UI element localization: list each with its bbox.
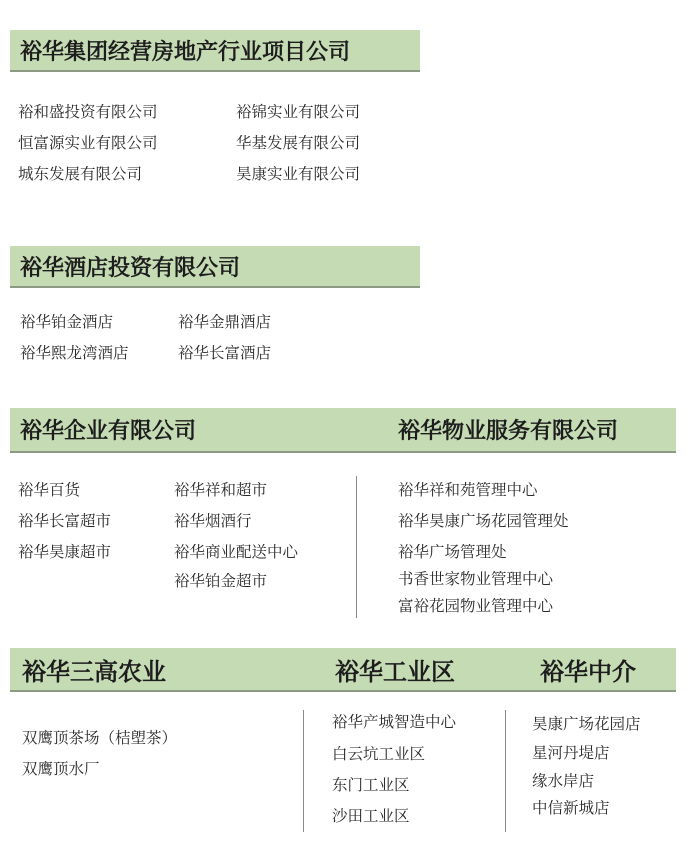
list-item: 城东发展有限公司 [18,165,143,183]
list-item: 裕华铂金超市 [174,572,268,590]
column-divider [303,710,304,832]
list-item: 双鹰顶茶场（桔塱茶） [22,729,178,747]
list-item: 昊康广场花园店 [532,715,641,733]
list-item: 昊康实业有限公司 [236,165,361,183]
column-divider [505,710,506,832]
section4-title-mid: 裕华工业区 [335,656,455,686]
list-item: 裕华长富酒店 [178,344,272,362]
list-item: 裕华烟酒行 [174,512,252,530]
list-item: 书香世家物业管理中心 [398,570,554,588]
section4-title-left: 裕华三高农业 [22,656,166,686]
list-item: 裕华昊康超市 [18,543,112,561]
list-item: 东门工业区 [332,776,410,794]
list-item: 白云坑工业区 [332,745,426,763]
list-item: 裕华广场管理处 [398,543,507,561]
section2-header [10,246,420,288]
list-item: 裕华金鼎酒店 [178,313,272,331]
section4-title-right: 裕华中介 [540,656,636,686]
list-item: 裕华长富超市 [18,512,112,530]
list-item: 星河丹堤店 [532,744,610,762]
column-divider [356,476,357,618]
list-item: 缘水岸店 [532,772,595,790]
list-item: 富裕花园物业管理中心 [398,597,554,615]
section1-header [10,30,420,72]
list-item: 裕华铂金酒店 [20,313,114,331]
list-item: 裕锦实业有限公司 [236,103,361,121]
list-item: 华基发展有限公司 [236,134,361,152]
list-item: 裕华祥和苑管理中心 [398,481,538,499]
list-item: 裕华昊康广场花园管理处 [398,512,569,530]
list-item: 裕华产城智造中心 [332,713,457,731]
list-item: 双鹰顶水厂 [22,760,100,778]
list-item: 裕和盛投资有限公司 [18,103,158,121]
section1-title: 裕华集团经营房地产行业项目公司 [20,38,351,65]
section3-title-left: 裕华企业有限公司 [20,418,197,444]
list-item: 裕华熙龙湾酒店 [20,344,129,362]
section3-header [10,408,676,453]
list-item: 恒富源实业有限公司 [18,134,158,152]
section4-header [10,648,676,692]
list-item: 裕华祥和超市 [174,481,268,499]
list-item: 裕华百货 [18,481,81,499]
list-item: 中信新城店 [532,799,610,817]
section3-title-right: 裕华物业服务有限公司 [398,418,619,444]
list-item: 沙田工业区 [332,807,410,825]
section2-title: 裕华酒店投资有限公司 [20,254,241,281]
list-item: 裕华商业配送中心 [174,543,299,561]
